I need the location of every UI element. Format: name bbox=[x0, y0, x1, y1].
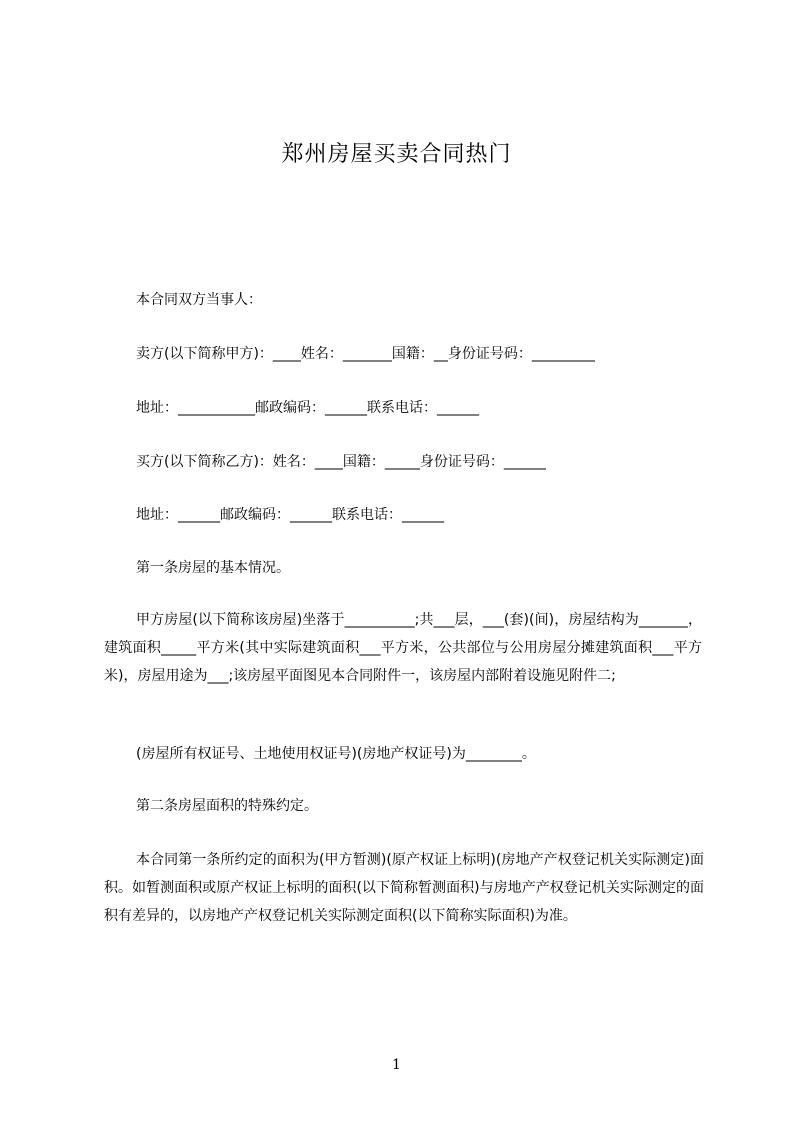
seller-line: 卖方(以下简称甲方)：____姓名：_______国籍：__身份证号码：_________ bbox=[136, 346, 595, 362]
article-1-heading: 第一条房屋的基本情况。 bbox=[136, 560, 290, 576]
document-title: 郑州房屋买卖合同热门 bbox=[281, 142, 512, 167]
parties-heading: 本合同双方当事人： bbox=[136, 292, 262, 308]
page-number: 1 bbox=[392, 1057, 401, 1073]
article-1-paragraph: 甲方房屋(以下简称该房屋)坐落于__________;共___层，___(套)(间)，房屋结构为_______，建筑面积_____平方米(其中实际建筑面积___平方米，公共部位与公用房屋分摊建筑面积___平方米)，房屋用途为___;该房屋平面图见本合同附件一，该房屋内部附着设施见附件二; bbox=[104, 612, 702, 684]
article-2-paragraph: 本合同第一条所约定的面积为(甲方暂测)(原产权证上标明)(房地产产权登记机关实际测定)面积。如暂测面积或原产权证上标明的面积(以下简称暂测面积)与房地产产权登记机关实际测定的面积有差异的，以房地产产权登记机关实际测定面积(以下简称实际面积)为准。 bbox=[104, 852, 704, 924]
seller-address-line: 地址：___________邮政编码：______联系电话：______ bbox=[136, 400, 479, 416]
buyer-line: 买方(以下简称乙方)：姓名：____国籍：_____身份证号码：______ bbox=[136, 454, 546, 470]
certificate-line: (房屋所有权证号、土地使用权证号)(房地产权证号)为________。 bbox=[136, 746, 536, 762]
article-2-heading: 第二条房屋面积的特殊约定。 bbox=[136, 798, 318, 814]
buyer-address-line: 地址：______邮政编码：______联系电话：______ bbox=[136, 507, 444, 523]
